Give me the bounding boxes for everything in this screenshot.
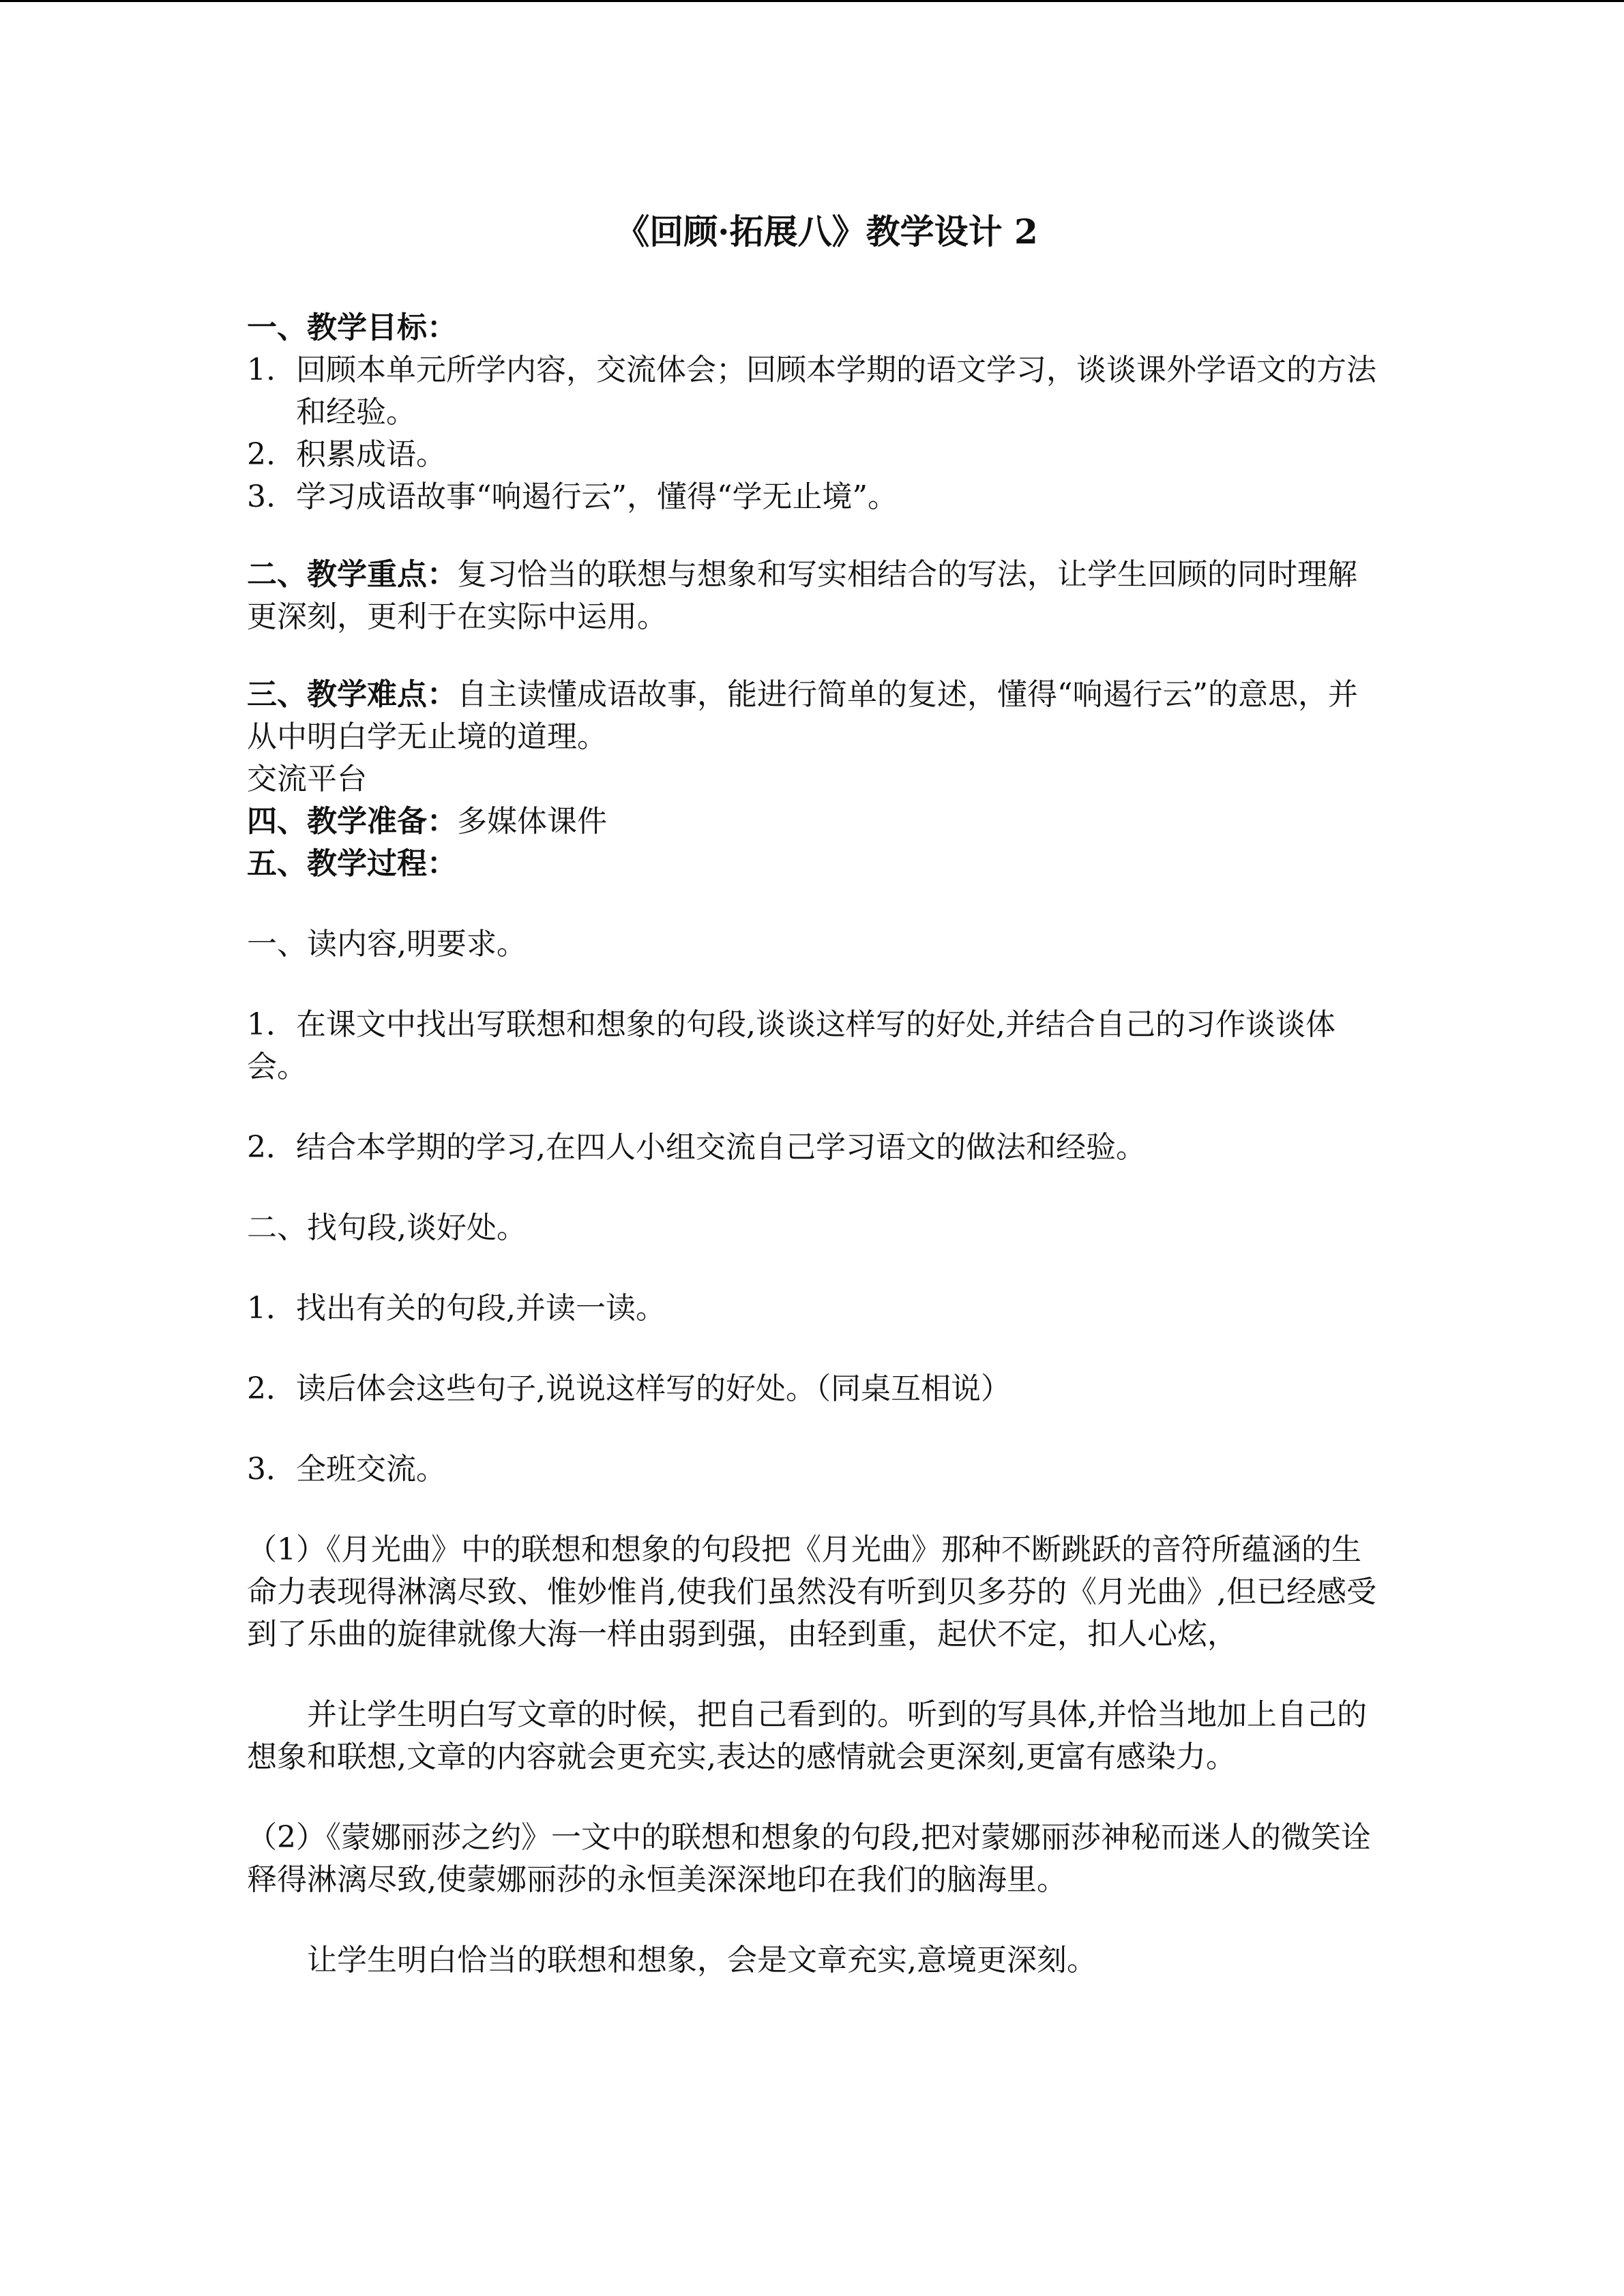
objective-item bbox=[247, 476, 1379, 518]
objective-item bbox=[247, 349, 1379, 434]
objective-number: 1. bbox=[247, 353, 276, 387]
prep-section bbox=[247, 801, 1379, 843]
process-paragraph: 并让学生明白写文章的时候，把自己看到的。听到的写具体,并恰当地加上自己的想象和联想,文章的内容就会更充实,表达的感情就会更深刻,更富有感染力。 bbox=[247, 1697, 1367, 1774]
process-paragraph: （2）《蒙娜丽莎之约》一文中的联想和想象的句段,把对蒙娜丽莎神秘而迷人的微笑诠释得淋漓尽致,使蒙娜丽莎的永恒美深深地印在我们的脑海里。 bbox=[247, 1820, 1371, 1897]
process-paragraph: （1）《月光曲》中的联想和想象的句段把《月光曲》那种不断跳跃的音符所蕴涵的生命力表现得淋漓尽致、惟妙惟肖,使我们虽然没有听到贝多芬的《月光曲》,但已经感受到了乐曲的旋律就像大海一样由弱到强，由轻到重，起伏不定，扣人心炫， bbox=[247, 1532, 1376, 1652]
process-paragraph: 2．读后体会这些句子,说说这样写的好处。（同桌互相说） bbox=[247, 1371, 1011, 1406]
objectives-heading: 一、教学目标： bbox=[247, 310, 457, 345]
objective-item bbox=[247, 434, 1379, 476]
process-heading: 五、教学过程： bbox=[247, 846, 457, 881]
objective-text: 积累成语。 bbox=[296, 437, 446, 472]
difficulty-section bbox=[247, 674, 1379, 758]
objective-text: 回顾本单元所学内容，交流体会；回顾本学期的语文学习，谈谈课外学语文的方法和经验。 bbox=[296, 353, 1376, 430]
difficulty-text: 自主读懂成语故事，能进行简单的复述，懂得“响遏行云”的意思，并从中明白学无止境的道理。 bbox=[247, 677, 1358, 754]
focus-section bbox=[247, 554, 1379, 638]
focus-label: 二、教学重点： bbox=[247, 557, 457, 592]
top-border-line bbox=[0, 0, 1624, 2]
platform-line: 交流平台 bbox=[247, 762, 367, 796]
process-paragraph: 2．结合本学期的学习,在四人小组交流自己学习语文的做法和经验。 bbox=[247, 1130, 1146, 1165]
difficulty-label: 三、教学难点： bbox=[247, 677, 457, 712]
process-paragraph: 1．在课文中找出写联想和想象的句段,谈谈这样写的好处,并结合自己的习作谈谈体会。 bbox=[247, 1007, 1335, 1084]
process-step-heading: 一、读内容,明要求。 bbox=[247, 927, 527, 961]
process-paragraph: 3．全班交流。 bbox=[247, 1452, 446, 1487]
focus-text: 复习恰当的联想与想象和写实相结合的写法，让学生回顾的同时理解更深刻，更利于在实际中运用。 bbox=[247, 557, 1357, 634]
objective-text: 学习成语故事“响遏行云”，懂得“学无止境”。 bbox=[296, 479, 898, 514]
prep-label: 四、教学准备： bbox=[247, 804, 457, 839]
prep-text: 多媒体课件 bbox=[457, 804, 607, 839]
objective-number: 2. bbox=[247, 437, 276, 472]
document-title: 《回顾·拓展八》教学设计 2 bbox=[615, 211, 1038, 252]
process-step-heading: 二、找句段,谈好处。 bbox=[247, 1210, 527, 1245]
objective-number: 3. bbox=[247, 479, 276, 514]
process-paragraph: 让学生明白恰当的联想和想象，会是文章充实,意境更深刻。 bbox=[307, 1943, 1097, 1978]
document-page bbox=[247, 205, 1379, 1982]
process-paragraph: 1．找出有关的句段,并读一读。 bbox=[247, 1291, 666, 1326]
